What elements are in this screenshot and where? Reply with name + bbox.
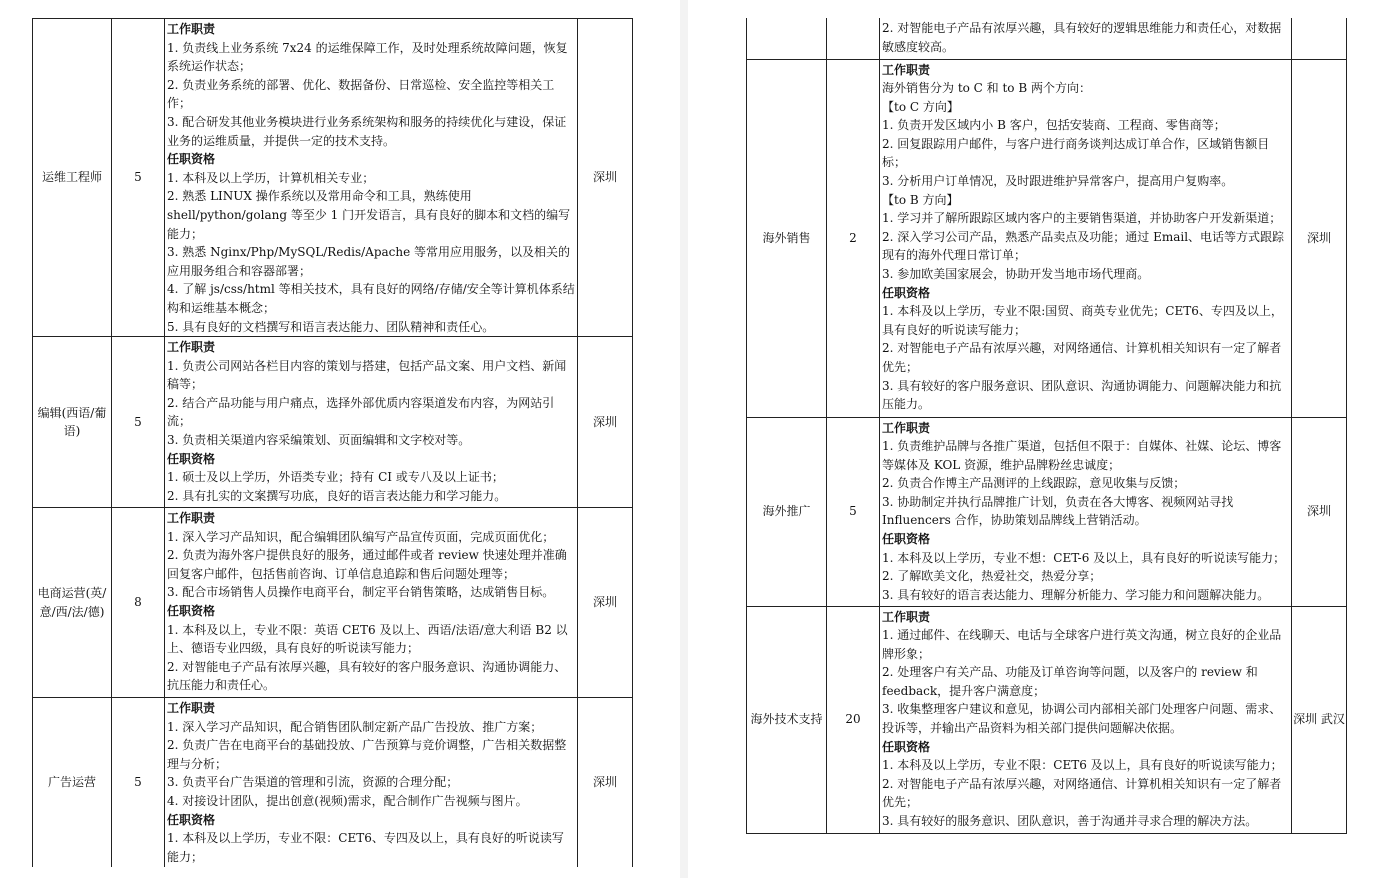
description-line: 2. 负责广告在电商平台的基础投放、广告预算与竞价调整，广告相关数据整理与分析； bbox=[167, 738, 567, 771]
description-line: 1. 本科及以上学历，专业不限：CET6、专四及以上，具有良好的听说读写能力； bbox=[167, 831, 564, 864]
description-line: 1. 负责公司网站各栏目内容的策划与搭建，包括产品文案、用户文档、新闻稿等； bbox=[167, 358, 567, 392]
job-position: 编辑(西语/葡语) bbox=[33, 337, 112, 508]
job-description bbox=[165, 337, 578, 508]
job-position: 电商运营(英/意/西/法/德) bbox=[33, 508, 112, 698]
description-line: 3. 配合研发其他业务模块进行业务系统架构和服务的持续优化与建设，保证业务的运维质量，并提供一定的技术支持。 bbox=[167, 114, 567, 148]
description-line: 2. 负责为海外客户提供良好的服务，通过邮件或者 review 快速处理并准确回复客户邮件，包括售前咨询、订单信息追踪和售后问题处理等； bbox=[167, 548, 567, 581]
job-table-right bbox=[746, 18, 1347, 834]
description-line: 3. 具有较好的语言表达能力、理解分析能力、学习能力和问题解决能力。 bbox=[882, 587, 1270, 602]
job-location: 深圳 bbox=[578, 337, 633, 508]
job-headcount: 5 bbox=[112, 337, 165, 508]
description-line: 1. 本科及以上学历，专业不想：CET-6 及以上，具有良好的听说读写能力； bbox=[882, 550, 1286, 565]
description-line: 3. 熟悉 Nginx/Php/MySQL/Redis/Apache 等常用应用服务，以及相关的应用服务组合和容器部署； bbox=[167, 245, 571, 278]
description-line: 1. 本科及以上学历，专业不限:国贸、商英专业优先；CET6、专四及以上，具有良好的听说读写能力； bbox=[882, 304, 1283, 337]
job-location: 深圳 bbox=[578, 698, 633, 867]
description-line: 1. 深入学习产品知识，配合编辑团队编写产品宣传页面，完成页面优化； bbox=[167, 529, 555, 544]
section-heading: 任职资格 bbox=[882, 739, 931, 754]
description-line: 3. 负责平台广告渠道的管理和引流，资源的合理分配； bbox=[167, 775, 459, 790]
description-line: 2. 结合产品功能与用户痛点，选择外部优质内容渠道发布内容，为网站引流； bbox=[167, 395, 555, 429]
job-location: 深圳 武汉 bbox=[1292, 606, 1347, 833]
description-line: 1. 负责线上业务系统 7x24 的运维保障工作，及时处理系统故障问题，恢复系统运作状态； bbox=[167, 40, 568, 74]
job-row bbox=[747, 417, 1347, 606]
job-row bbox=[33, 508, 633, 698]
job-location: 深圳 bbox=[578, 19, 633, 337]
description-line: 海外销售分为 to C 和 to B 两个方向： bbox=[882, 81, 1091, 96]
description-line: 3. 负责相关渠道内容采编策划、页面编辑和文字校对等。 bbox=[167, 433, 471, 448]
section-heading: 任职资格 bbox=[167, 152, 216, 167]
description-line: 1. 负责维护品牌与各推广渠道，包括但不限于：自媒体、社媒、论坛、博客等媒体及 KOL 资源，维护品牌粉丝忠诚度； bbox=[882, 439, 1282, 472]
job-row bbox=[33, 19, 633, 337]
description-line: 4. 了解 js/css/html 等相关技术，具有良好的网络/存储/安全等计算机体系结构和运维基本概念； bbox=[167, 282, 575, 315]
job-location bbox=[1292, 18, 1347, 59]
description-line: 1. 通过邮件、在线聊天、电话与全球客户进行英文沟通，树立良好的企业品牌形象； bbox=[882, 628, 1282, 661]
job-location: 深圳 bbox=[1292, 417, 1347, 606]
description-line: 2. 熟悉 LINUX 操作系统以及常用命令和工具，熟练使用 shell/python/golang 等至少 1 门开发语言，具有良好的脚本和文档的编写能力； bbox=[167, 189, 571, 241]
description-line: 3. 具有较好的服务意识、团队意识，善于沟通并寻求合理的解决方法。 bbox=[882, 814, 1258, 829]
job-headcount: 8 bbox=[112, 508, 165, 698]
job-description bbox=[880, 417, 1292, 606]
section-heading: 任职资格 bbox=[882, 285, 931, 300]
description-line: 2. 了解欧美文化，热爱社交，热爱分享； bbox=[882, 569, 1102, 584]
job-row bbox=[33, 698, 633, 867]
section-heading: 任职资格 bbox=[167, 812, 216, 827]
job-table-left bbox=[32, 18, 633, 867]
section-heading: 任职资格 bbox=[167, 604, 216, 619]
job-position: 海外销售 bbox=[747, 59, 827, 417]
description-line: 2. 负责合作博主产品测评的上线跟踪，意见收集与反馈； bbox=[882, 476, 1186, 491]
section-heading: 工作职责 bbox=[167, 22, 216, 36]
job-description bbox=[880, 606, 1292, 833]
job-row bbox=[33, 337, 633, 508]
job-headcount: 5 bbox=[112, 19, 165, 337]
section-heading: 工作职责 bbox=[167, 701, 216, 716]
description-line: 3. 分析用户订单情况，及时跟进维护异常客户，提高用户复购率。 bbox=[882, 174, 1234, 189]
description-line: 3. 参加欧美国家展会，协助开发当地市场代理商。 bbox=[882, 267, 1150, 282]
job-description bbox=[165, 508, 578, 698]
description-line: 1. 本科及以上学历，计算机相关专业； bbox=[167, 170, 375, 185]
job-description bbox=[165, 698, 578, 867]
section-heading: 工作职责 bbox=[882, 420, 931, 435]
description-line: 1. 硕士及以上学历，外语类专业；持有 CI 或专八及以上证书； bbox=[167, 470, 504, 485]
job-row bbox=[747, 18, 1347, 59]
section-heading: 工作职责 bbox=[882, 609, 931, 624]
description-line: 3. 具有较好的客户服务意识、团队意识、沟通协调能力、问题解决能力和抗压能力。 bbox=[882, 378, 1282, 412]
description-line: 2. 深入学习公司产品，熟悉产品卖点及功能；通过 Email、电话等方式跟踪现有的海外代理日常订单； bbox=[882, 229, 1285, 263]
description-line: 2. 对智能电子产品有浓厚兴趣，对网络通信、计算机相关知识有一定了解者优先； bbox=[882, 341, 1282, 374]
job-headcount: 2 bbox=[827, 59, 880, 417]
job-position bbox=[747, 18, 827, 59]
description-line: 1. 学习并了解所跟踪区域内客户的主要销售渠道，并协助客户开发新渠道； bbox=[882, 211, 1282, 226]
description-line: 2. 对智能电子产品有浓厚兴趣，具有较好的逻辑思维能力和责任心，对数据敏感度较高。 bbox=[882, 21, 1282, 54]
section-heading: 任职资格 bbox=[167, 451, 216, 466]
job-description bbox=[165, 19, 578, 337]
job-headcount: 5 bbox=[827, 417, 880, 606]
job-headcount: 20 bbox=[827, 606, 880, 833]
description-line: 【to C 方向】 bbox=[882, 99, 959, 114]
description-line: 2. 具有扎实的文案撰写功底，良好的语言表达能力和学习能力。 bbox=[167, 488, 507, 503]
job-description bbox=[880, 59, 1292, 417]
description-line: 2. 对智能电子产品有浓厚兴趣，对网络通信、计算机相关知识有一定了解者优先； bbox=[882, 776, 1282, 810]
section-heading: 任职资格 bbox=[882, 532, 931, 547]
job-position: 海外推广 bbox=[747, 417, 827, 606]
description-line: 1. 本科及以上，专业不限：英语 CET6 及以上、西语/法语/意大利语 B2 以上、德语专业四级，具有良好的听说读写能力； bbox=[167, 622, 568, 656]
section-heading: 工作职责 bbox=[167, 340, 216, 355]
description-line: 3. 协助制定并执行品牌推广计划，负责在各大博客、视频网站寻找 Influencers 合作，协助策划品牌线上营销活动。 bbox=[882, 494, 1234, 528]
job-headcount: 5 bbox=[112, 698, 165, 867]
job-row bbox=[747, 59, 1347, 417]
job-position: 广告运营 bbox=[33, 698, 112, 867]
job-position: 运维工程师 bbox=[33, 19, 112, 337]
description-line: 2. 负责业务系统的部署、优化、数据备份、日常巡检、安全监控等相关工作； bbox=[167, 77, 555, 111]
section-heading: 工作职责 bbox=[167, 511, 216, 526]
description-line: 5. 具有良好的文档撰写和语言表达能力、团队精神和责任心。 bbox=[167, 319, 495, 334]
description-line: 3. 配合市场销售人员操作电商平台，制定平台销售策略，达成销售目标。 bbox=[167, 585, 555, 600]
job-description bbox=[880, 18, 1292, 59]
description-line: 1. 本科及以上学历，专业不限：CET6 及以上，具有良好的听说读写能力； bbox=[882, 758, 1283, 773]
description-line: 2. 对智能电子产品有浓厚兴趣，具有较好的客户服务意识、沟通协调能力、抗压能力和责任心。 bbox=[167, 659, 567, 693]
description-line: 【to B 方向】 bbox=[882, 192, 959, 207]
description-line: 3. 收集整理客户建议和意见，协调公司内部相关部门处理客户问题、需求、投诉等，并输出产品资料为相关部门提供问题解决依据。 bbox=[882, 702, 1282, 736]
job-location: 深圳 bbox=[578, 508, 633, 698]
description-line: 2. 回复跟踪用户邮件，与客户进行商务谈判达成订单合作，区域销售额目标； bbox=[882, 136, 1270, 170]
description-line: 1. 负责开发区域内小 B 客户，包括安装商、工程商、零售商等； bbox=[882, 118, 1226, 133]
job-row bbox=[747, 606, 1347, 833]
description-line: 2. 处理客户有关产品、功能及订单咨询等问题，以及客户的 review 和 feedback，提升客户满意度； bbox=[882, 665, 1258, 698]
job-headcount bbox=[827, 18, 880, 59]
description-line: 1. 深入学习产品知识，配合销售团队制定新产品广告投放、推广方案； bbox=[167, 719, 543, 734]
section-heading: 工作职责 bbox=[882, 62, 931, 77]
description-line: 4. 对接设计团队，提出创意(视频)需求，配合制作广告视频与图片。 bbox=[167, 794, 528, 809]
job-location: 深圳 bbox=[1292, 59, 1347, 417]
job-position: 海外技术支持 bbox=[747, 606, 827, 833]
